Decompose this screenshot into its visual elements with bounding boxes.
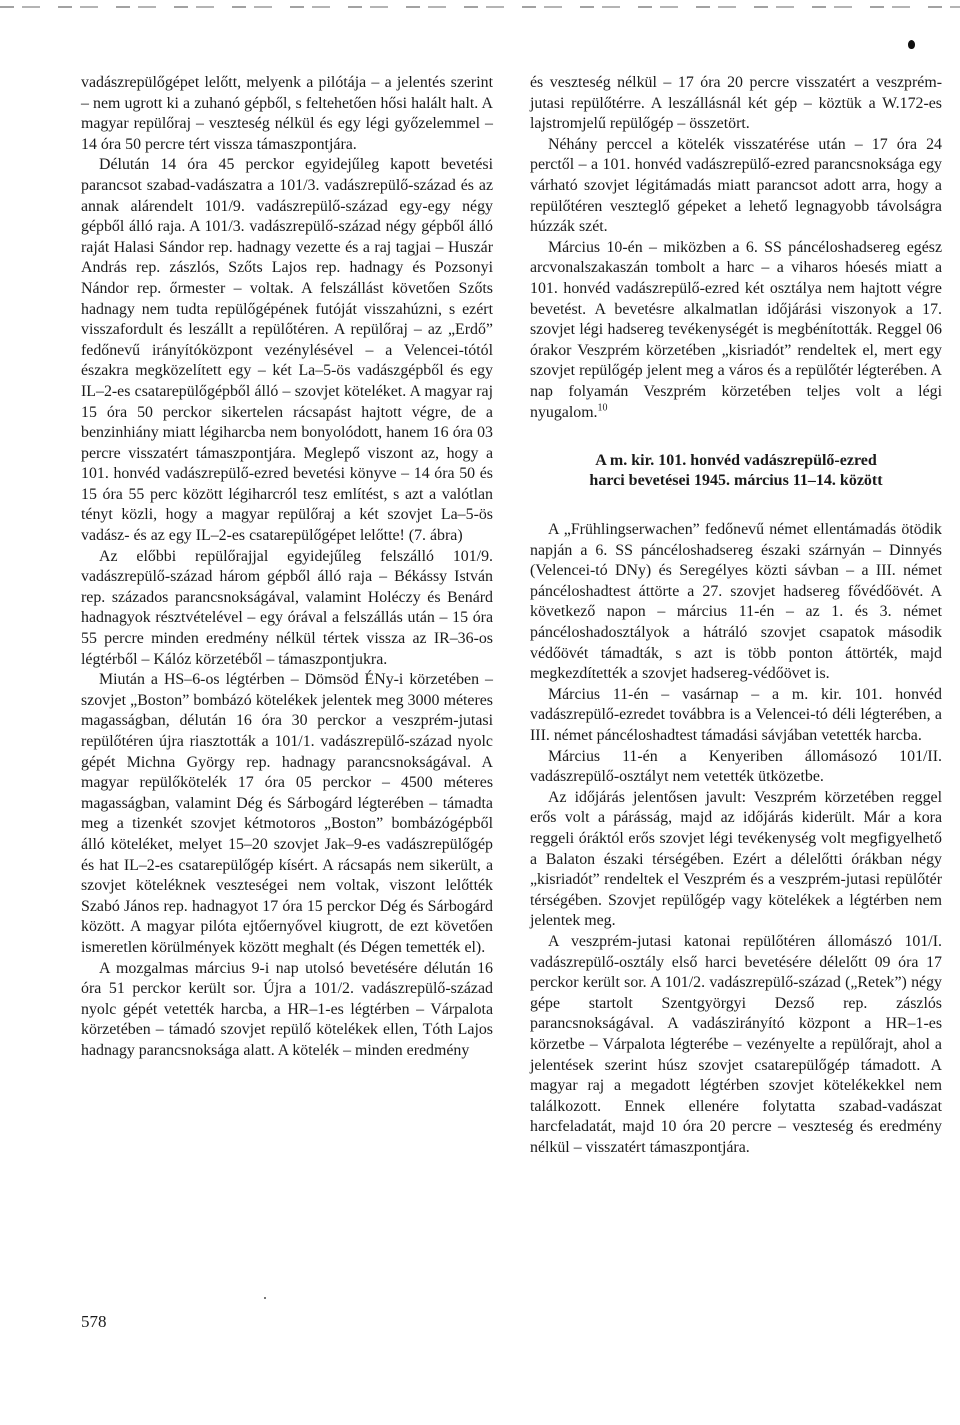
section-heading xyxy=(530,451,942,491)
scan-speck xyxy=(264,1297,266,1299)
left-paragraph-3: Az előbbi repülőrajjal egyidejűleg felszálló 101/9. vadászrepülő-század három gépből álló raja – Békássy István rep. százados parancsnokságával, valamint Holéczy és Benárd hadnagyok résztvételével – egy órával a felszállás után – 15 óra 55 percre minden eredmény nélkül tértek vissza az IR–36-os légtérből – Kálóz körzetéből – támaszpontjukra. xyxy=(81,547,493,668)
right-paragraph-3 xyxy=(530,238,942,423)
section-heading-line-2: harci bevetései 1945. március 11–14. között xyxy=(589,472,883,490)
scan-artifact-line xyxy=(0,6,960,8)
left-paragraph-5: A mozgalmas március 9-i nap utolsó bevetésére délután 16 óra 51 perckor került sor. Újra a 101/2. vadászrepülő-század nyolc gépét vetették harcba, a HR–1-es légtérben – Várpalota körzetében – támadó szovjet repülő kötelékek ellen, Tóth Lajos hadnagy parancsnoksága alatt. A kötelék – minden eredmény xyxy=(81,959,493,1059)
right-paragraph-5: Március 11-én – vasárnap – a m. kir. 101. honvéd vadászrepülő-ezredet továbbra is a Velencei-tó déli légterében, a III. német páncéloshadtest támadási sávjában vetették harcba. xyxy=(530,685,942,745)
right-column xyxy=(530,73,942,1159)
footnote-reference[interactable]: 10 xyxy=(597,402,608,414)
right-paragraph-2: Néhány perccel a kötelék visszatérése után – 17 óra 24 perctől – a 101. honvéd vadászrepülő-ezred parancsnoksága egy várható szovjet légitámadás miatt parancsot adott arra, hogy a repülőtéren veszteglő gépeket a lehető legnagyobb távolságra húzzák szét. xyxy=(530,135,942,236)
section-heading-line-1: A m. kir. 101. honvéd vadászrepülő-ezred xyxy=(595,452,877,470)
left-column xyxy=(81,73,493,1062)
page-number: 578 xyxy=(81,1312,107,1331)
left-paragraph-2: Délután 14 óra 45 perckor egyidejűleg kapott bevetési parancsot szabad-vadászatra a 101/3. vadászrepülő-század és az annak alárendelt 101/9. vadászrepülő-század egy-egy négy gépből álló raja. A 101/3. vadászrepülő-század négy gépből álló raját Halasi Sándor rep. hadnagy vezette és a raj tagjai – Huszár András rep. zászlós, Szőts Lajos rep. hadnagy és Pozsonyi Nándor rep. őrmester – voltak. A felszállást követően Szőts hadnagy nem tudta repülőgépének futóját visszahúzni, s ezért visszafordult és leszállt a repülőtéren. A repülőraj – az „Erdő” fedőnevű irányítóközpont vezénylésével – a Velencei-tótól északra megközelített egy – két La–5-ös vadászgépből és egy IL–2-es csatarepülőgépből álló – szovjet köteléket. A magyar raj 15 óra 50 perckor sikertelen rácsapást hajtott végre, de a benzinhiány miatt légiharcba nem bonyolódott, hanem 16 óra 03 percre visszatért támaszpontjára. Meglepő viszont az, hogy a 101. honvéd vadászrepülő-ezred bevetési könyve – 14 óra 50 és 15 óra 55 perc között légiharcról tesz említést, s azt a valótlan tényt közli, hogy a magyar repülőraj a két szovjet La–5-ös vadász- és az egy IL–2-es csatarepülőgépet lelőtte! (7. ábra) xyxy=(81,156,493,545)
right-paragraph-3-text: Március 10-én – miközben a 6. SS páncéloshadsereg egész arcvonalszakaszán tombolt a harc – a viharos hóesés miatt a 101. honvéd vadászrepülő-ezred két osztálya nem hajtott végre bevetést. A bevetésre alkalmatlan időjárási viszonyok a 17. szovjet légi hadsereg tevékenységét is megbénították. Reggel 06 órakor Veszprém körzetében „kisriadót” rendeltek el, mert egy szovjet repülőgép jelent meg a város és a repülőtér légterében. A nap folyamán Veszprém körzetében teljes volt a légi nyugalom. xyxy=(530,238,942,421)
right-paragraph-4: A „Frühlingserwachen” fedőnevű német ellentámadás ötödik napján a 6. SS páncéloshadsereg északi szárnyán – Dinnyés (Velencei-tó DNy) és Seregélyes közti sávban – a III. német páncéloshadtest áttörte a 27. szovjet hadsereg fővédőövét. A következő napon – március 11-én – az 1. és 3. német páncéloshadosztályok a hátráló szovjet csapatok második védőövét támadták, s azt is több ponton áttörték, majd megkezdítették a szovjet hadsereg-védőövet is. xyxy=(530,521,942,683)
right-paragraph-8: A veszprém-jutasi katonai repülőtéren állomászó 101/I. vadászrepülő-osztály első harci bevetésére délelőtt 09 óra 17 perckor került sor. A 101/2. vadászrepülő-század („Retek”) négy gépe startolt Szentgyörgyi Dezső rep. zászlós parancsnokságával. A vadászirányító központ a HR–1-es körzetbe – Várpalota légterébe – vezényelte a repülőrajt, ahol a jelentések szerint húsz szovjet csatarepülőgép támadott. A magyar raj a megadott légtérben szovjet kötelékekkel nem találkozott. Ennek ellenére folytatta szabad-vadászat harcfeladatát, majd 10 óra 20 percre – veszteség és eredmény nélkül – visszatért támaszpontjára. xyxy=(530,932,942,1156)
right-paragraph-7: Az időjárás jelentősen javult: Veszprém körzetében reggel erős volt a párásság, majd az időjárás kiderült. Már a kora reggeli óráktól erős szovjet légi tevékenység volt megfigyelhető a Balaton északi térségében. Ezért a délelőtti órákban négy „kisriadót” rendeltek el Veszprém és a veszprém-jutasi repülőtér térségében. Szovjet repülőgép vagy kötelékek a légtérben nem jelentek meg. xyxy=(530,788,942,930)
right-paragraph-6: Március 11-én a Kenyeriben állomásozó 101/II. vadászrepülő-osztályt nem vetették ütközetbe. xyxy=(530,747,942,786)
left-paragraph-4: Miután a HS–6-os légtérben – Dömsöd ÉNy-i körzetében – szovjet „Boston” bombázó kötelékek jelentek meg 3000 méteres magasságban, délután 16 óra 30 perckor a veszprém-jutasi repülőtéren újra riasztották a 101/1. vadászrepülő-század nyolc gépét Michna György rep. hadnagy parancsnokságával. A magyar repülőkötelék 17 óra 05 perckor – 4500 méteres magasságban, valamint Dég és Sárbogárd légterében – támadta meg a tizenkét szovjet kétmotoros „Boston” bombázógépből álló köteléket, melyet 15–20 szovjet Jak–9-es vadászrepülőgép és hat IL–2-es csatarepülőgép kísért. A rácsapás nem sikerült, a szovjet köteléknek veszteségei nem voltak, viszont lelőtték Szabó János rep. hadnagyot 17 óra 15 perckor Dég és Sárbogárd között. A magyar pilóta ejtőernyővel kiugrott, de ezt követően ismeretlen körülmények között meghalt (és Dégen temették el). xyxy=(81,671,493,956)
right-paragraph-1: és veszteség nélkül – 17 óra 20 percre visszatért a veszprém-jutasi repülőtérre. A leszállásnál két gép – köztük a W.172-es lajstromjelű repülőgép – összetört. xyxy=(530,74,942,133)
ink-mark xyxy=(908,40,915,49)
left-paragraph-1: vadászrepülőgépet lelőtt, melyenk a pilótája – a jelentés szerint – nem ugrott ki a zuhanó gépből, s feltehetően hősi halált halt. A magyar repülőraj – veszteség nélkül és egy légi győzelemmel – 14 óra 50 percre tért vissza támaszpontjára. xyxy=(81,74,493,153)
